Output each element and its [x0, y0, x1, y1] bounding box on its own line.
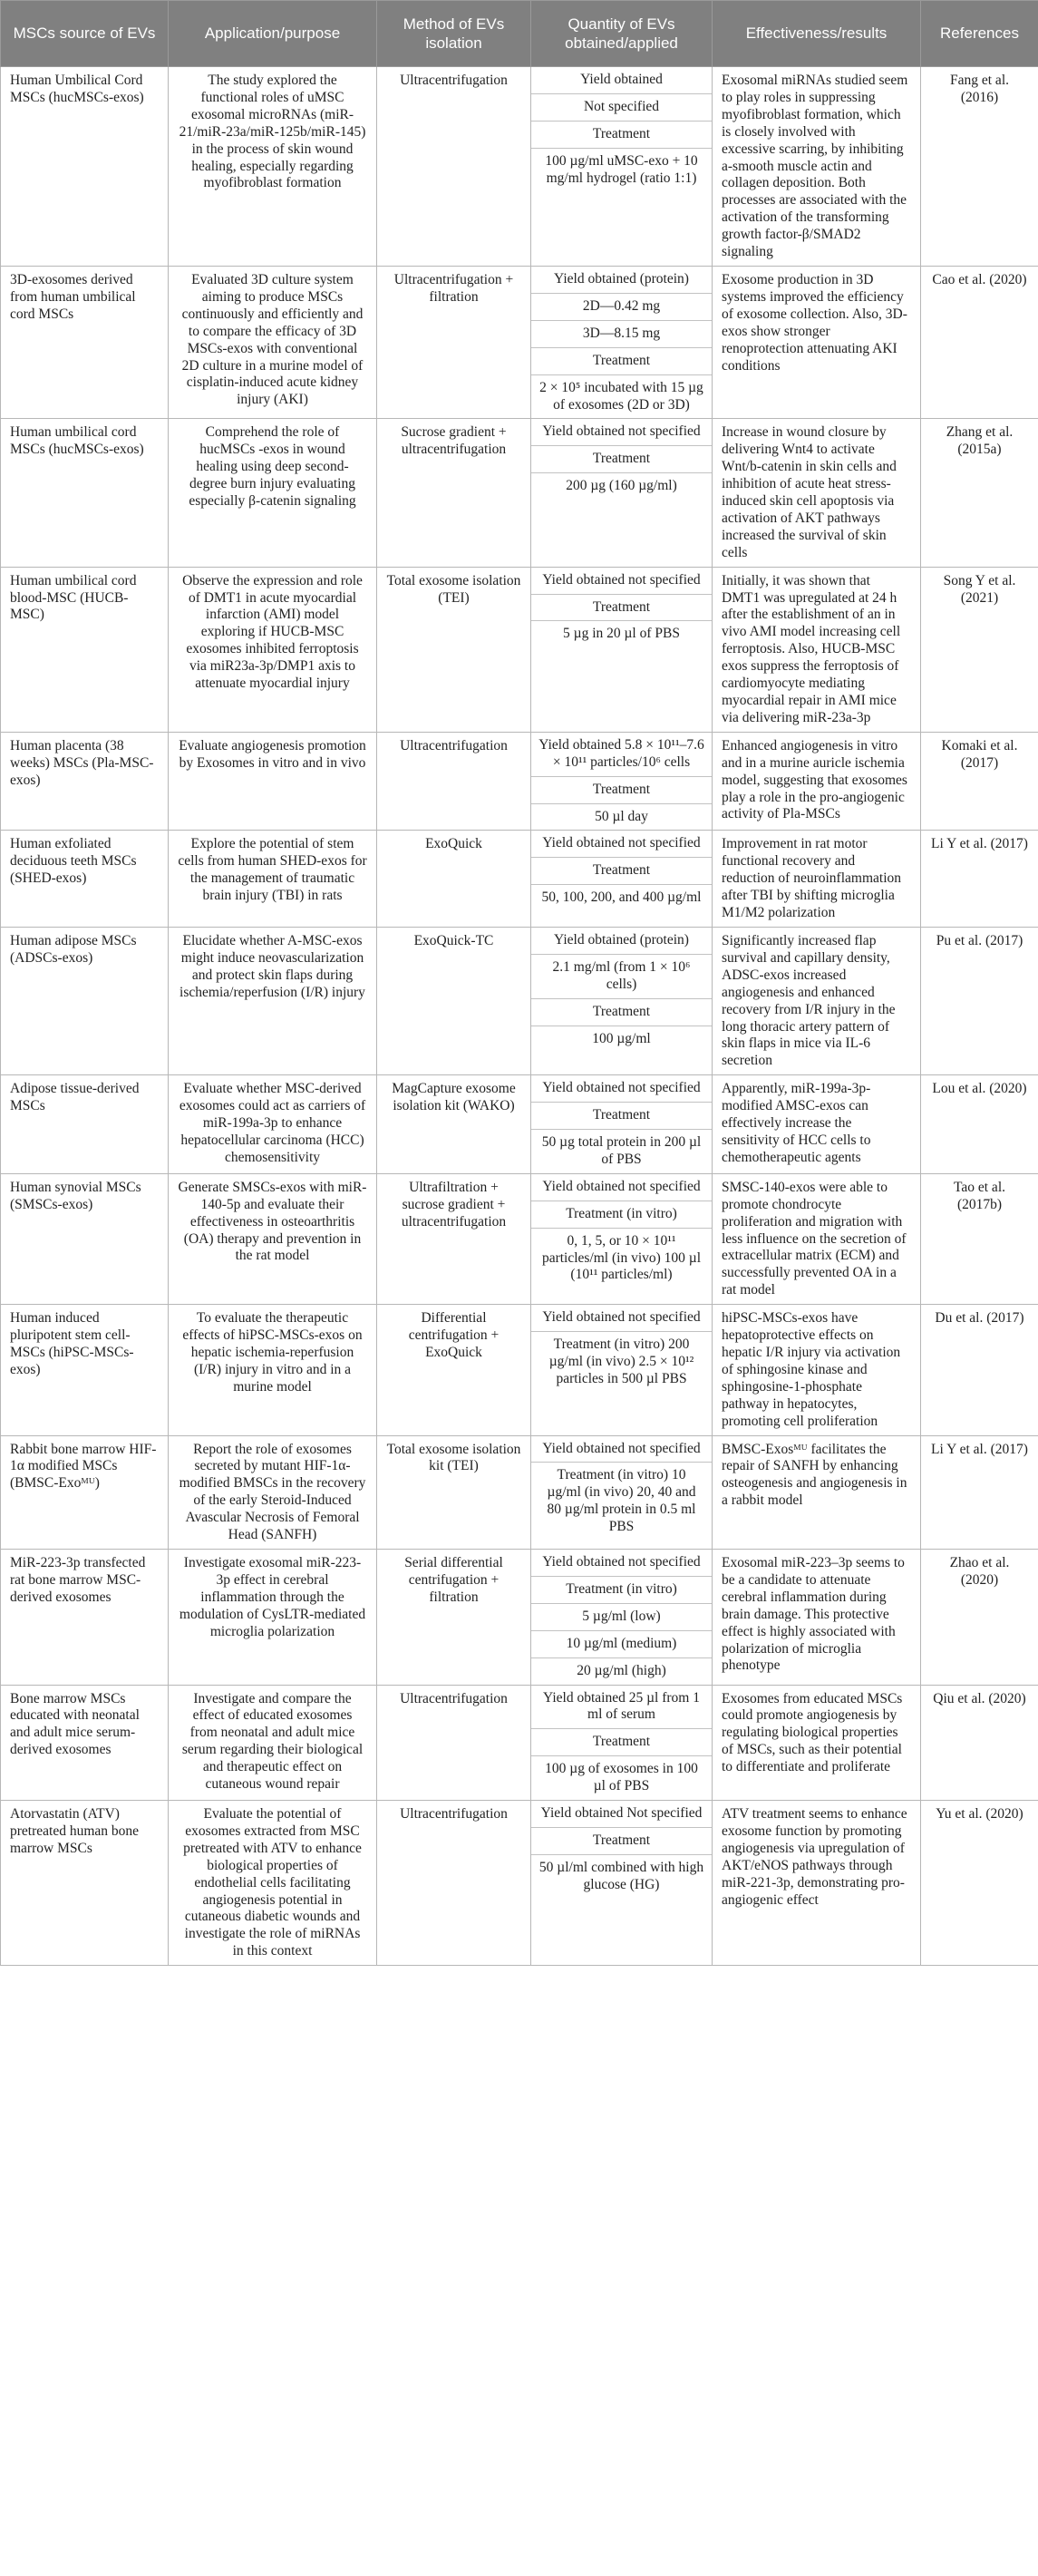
method-cell: MagCapture exosome isolation kit (WAKO): [377, 1075, 531, 1174]
source-cell: Adipose tissue-derived MSCs: [1, 1075, 169, 1174]
table-row: [1, 927, 1038, 1074]
purpose-cell: Explore the potential of stem cells from human SHED-exos for the management of traumatic brain injury (TBI) in rats: [169, 831, 377, 928]
reference-cell: Du et al. (2017): [921, 1305, 1038, 1435]
quantity-item: Yield obtained not specified: [531, 568, 712, 595]
quantity-cell: [531, 567, 713, 732]
results-cell: BMSC-Exosᴹᵁ facilitates the repair of SANFH by enhancing osteogenesis and angiogenesis in a rabbit model: [713, 1435, 921, 1549]
method-cell: Ultracentrifugation: [377, 732, 531, 831]
results-cell: Apparently, miR-199a-3p-modified AMSC-exos can effectively increase the sensitivity of HCC cells to chemotherapeutic agents: [713, 1075, 921, 1174]
results-cell: Significantly increased flap survival and capillary density, ADSC-exos increased angiogenesis and enhanced recovery from I/R injury in the long thoracic artery pattern of skin flaps in mice via IL-6 secretion: [713, 927, 921, 1074]
quantity-item: Treatment: [531, 1729, 712, 1756]
quantity-item: Treatment: [531, 122, 712, 149]
source-cell: 3D-exosomes derived from human umbilical cord MSCs: [1, 266, 169, 418]
method-cell: Total exosome isolation kit (TEI): [377, 1435, 531, 1549]
quantity-item: Treatment: [531, 777, 712, 804]
reference-cell: Qiu et al. (2020): [921, 1685, 1038, 1801]
quantity-item: 2.1 mg/ml (from 1 × 10⁶ cells): [531, 955, 712, 999]
table-row: [1, 419, 1038, 567]
quantity-cell: [531, 1435, 713, 1549]
quantity-item: 50 µl day: [595, 808, 648, 824]
table-row: [1, 1075, 1038, 1174]
quantity-item: 100 µg/ml uMSC-exo + 10 mg/ml hydrogel (ratio 1:1): [545, 152, 698, 186]
method-cell: ExoQuick-TC: [377, 927, 531, 1074]
quantity-item: Yield obtained (protein): [531, 928, 712, 955]
results-cell: Enhanced angiogenesis in vitro and in a murine auricle ischemia model, suggesting that exosomes play a role in the pro-angiogenic activity of Pla-MSCs: [713, 732, 921, 831]
quantity-item: 2D—0.42 mg: [531, 294, 712, 321]
purpose-cell: The study explored the functional roles of uMSC exosomal microRNAs (miR-21/miR-23a/miR-125b/miR-145) in the process of skin wound healing, especially regarding myofibroblast formation: [169, 67, 377, 267]
table-row: [1, 1549, 1038, 1685]
results-cell: Increase in wound closure by delivering Wnt4 to activate Wnt/b-catenin in skin cells and inhibition of acute heat stress-induced skin cell apoptosis via activation of AKT pathways increased the survival of skin cells: [713, 419, 921, 567]
header-method: Method of EVs isolation: [377, 1, 531, 67]
method-cell: Differential centrifugation + ExoQuick: [377, 1305, 531, 1435]
purpose-cell: Investigate and compare the effect of educated exosomes from neonatal and adult mice serum regarding their biological and therapeutic effect on cutaneous wound repair: [169, 1685, 377, 1801]
source-cell: Human Umbilical Cord MSCs (hucMSCs-exos): [1, 67, 169, 267]
quantity-item: Yield obtained not specified: [531, 1436, 712, 1463]
quantity-item: Yield obtained not specified: [531, 419, 712, 446]
reference-cell: Tao et al. (2017b): [921, 1173, 1038, 1304]
table-body: [1, 67, 1038, 1966]
source-cell: Human induced pluripotent stem cell-MSCs (hiPSC-MSCs-exos): [1, 1305, 169, 1435]
quantity-item: 50 µg total protein in 200 µl of PBS: [541, 1134, 702, 1167]
header-source: MSCs source of EVs: [1, 1, 169, 67]
table-row: [1, 567, 1038, 732]
header-quantity: Quantity of EVs obtained/applied: [531, 1, 713, 67]
method-cell: Ultracentrifugation: [377, 1685, 531, 1801]
quantity-cell: [531, 67, 713, 267]
quantity-item: Treatment: [531, 348, 712, 375]
purpose-cell: Observe the expression and role of DMT1 in acute myocardial infarction (AMI) model exploring if HUCB-MSC exosomes inhibited ferroptosis via miR23a-3p/DMP1 axis to attenuate myocardial injury: [169, 567, 377, 732]
purpose-cell: Comprehend the role of hucMSCs -exos in wound healing using deep second-degree burn injury evaluating especially β-catenin signaling: [169, 419, 377, 567]
source-cell: Bone marrow MSCs educated with neonatal and adult mice serum-derived exosomes: [1, 1685, 169, 1801]
purpose-cell: Investigate exosomal miR-223-3p effect in cerebral inflammation through the modulation of CysLTR-mediated microglia polarization: [169, 1549, 377, 1685]
header-references: References: [921, 1, 1038, 67]
quantity-item: Yield obtained: [531, 67, 712, 94]
table-row: [1, 266, 1038, 418]
results-cell: SMSC-140-exos were able to promote chondrocyte proliferation and migration with less influence on the secretion of extracellular matrix (ECM) and successfully prevented OA in a rat model: [713, 1173, 921, 1304]
quantity-item: 5 µg in 20 µl of PBS: [563, 626, 680, 642]
quantity-item: Yield obtained not specified: [531, 1174, 712, 1201]
quantity-item: Treatment (in vitro): [531, 1577, 712, 1604]
quantity-item: Yield obtained 25 µl from 1 ml of serum: [531, 1686, 712, 1730]
quantity-item: 10 µg/ml (medium): [531, 1631, 712, 1658]
quantity-item: Treatment (in vitro) 10 µg/ml (in vivo) 20, 40 and 80 µg/ml protein in 0.5 ml PBS: [547, 1467, 696, 1535]
quantity-cell: [531, 1685, 713, 1801]
reference-cell: Lou et al. (2020): [921, 1075, 1038, 1174]
source-cell: Rabbit bone marrow HIF-1α modified MSCs (BMSC-Exoᴹᵁ): [1, 1435, 169, 1549]
purpose-cell: Evaluate whether MSC-derived exosomes could act as carriers of miR-199a-3p to enhance hepatocellular carcinoma (HCC) chemosensitivity: [169, 1075, 377, 1174]
purpose-cell: Evaluated 3D culture system aiming to produce MSCs continuously and efficiently and to compare the efficacy of 3D MSCs-exos with conventional 2D culture in a murine model of cisplatin-induced acute kidney injury (AKI): [169, 266, 377, 418]
quantity-item: Yield obtained 5.8 × 10¹¹–7.6 × 10¹¹ particles/10⁶ cells: [531, 733, 712, 777]
table-row: [1, 831, 1038, 928]
quantity-item: Treatment (in vitro): [531, 1201, 712, 1229]
method-cell: Total exosome isolation (TEI): [377, 567, 531, 732]
source-cell: Human synovial MSCs (SMSCs-exos): [1, 1173, 169, 1304]
reference-cell: Yu et al. (2020): [921, 1801, 1038, 1966]
reference-cell: Cao et al. (2020): [921, 266, 1038, 418]
quantity-item: 50 µl/ml combined with high glucose (HG): [538, 1859, 704, 1892]
quantity-cell: [531, 831, 713, 928]
quantity-item: Treatment: [531, 1103, 712, 1130]
method-cell: Ultracentrifugation: [377, 1801, 531, 1966]
quantity-item: Treatment: [531, 999, 712, 1026]
quantity-item: Treatment (in vitro) 200 µg/ml (in vivo) 2.5 × 10¹² particles in 500 µl PBS: [548, 1337, 694, 1386]
quantity-item: Not specified: [531, 94, 712, 122]
source-cell: Human umbilical cord blood-MSC (HUCB-MSC): [1, 567, 169, 732]
reference-cell: Fang et al. (2016): [921, 67, 1038, 267]
results-cell: Initially, it was shown that DMT1 was upregulated at 24 h after the establishment of an in vivo AMI model increasing cell ferroptosis. Also, HUCB-MSC exos suppress the ferroptosis of cardiomyocyte mediating myocardial repair in AMI mice via delivering miR-23a-3p: [713, 567, 921, 732]
results-cell: Improvement in rat motor functional recovery and reduction of neuroinflammation after TBI by shifting microglia M1/M2 polarization: [713, 831, 921, 928]
table-row: [1, 1801, 1038, 1966]
quantity-cell: [531, 266, 713, 418]
quantity-item: Yield obtained (protein): [531, 267, 712, 294]
quantity-item: 3D—8.15 mg: [531, 321, 712, 348]
quantity-cell: [531, 1173, 713, 1304]
table-row: [1, 67, 1038, 267]
quantity-item: Treatment: [531, 446, 712, 473]
quantity-item: 100 µg/ml: [592, 1030, 651, 1046]
method-cell: Ultrafiltration + sucrose gradient + ultracentrifugation: [377, 1173, 531, 1304]
reference-cell: Li Y et al. (2017): [921, 831, 1038, 928]
quantity-item: 2 × 10⁵ incubated with 15 µg of exosomes (2D or 3D): [539, 379, 703, 413]
quantity-item: Treatment: [531, 858, 712, 885]
quantity-item: 100 µg of exosomes in 100 µl of PBS: [545, 1761, 698, 1794]
quantity-cell: [531, 927, 713, 1074]
quantity-item: Treatment: [531, 1828, 712, 1855]
quantity-cell: [531, 419, 713, 567]
source-cell: MiR-223-3p transfected rat bone marrow MSC-derived exosomes: [1, 1549, 169, 1685]
results-cell: Exosome production in 3D systems improved the efficiency of exosome collection. Also, 3D-exos show stronger renoprotection attenuating AKI conditions: [713, 266, 921, 418]
table-row: [1, 732, 1038, 831]
results-cell: Exosomal miRNAs studied seem to play roles in suppressing myofibroblast formation, which is closely involved with excessive scarring, by inhibiting a-smooth muscle actin and collagen deposition. Both processes are associated with the activation of the transforming growth factor-β/SMAD2 signaling: [713, 67, 921, 267]
quantity-cell: [531, 1075, 713, 1174]
table-row: [1, 1435, 1038, 1549]
results-cell: ATV treatment seems to enhance exosome function by promoting angiogenesis via upregulation of AKT/eNOS pathways through miR-221-3p, demonstrating pro-angiogenic effect: [713, 1801, 921, 1966]
header-row: [1, 1, 1038, 67]
method-cell: ExoQuick: [377, 831, 531, 928]
purpose-cell: Evaluate angiogenesis promotion by Exosomes in vitro and in vivo: [169, 732, 377, 831]
quantity-cell: [531, 732, 713, 831]
quantity-item: 50, 100, 200, and 400 µg/ml: [541, 889, 702, 906]
source-cell: Human placenta (38 weeks) MSCs (Pla-MSC-exos): [1, 732, 169, 831]
quantity-item: 20 µg/ml (high): [577, 1662, 666, 1678]
reference-cell: Li Y et al. (2017): [921, 1435, 1038, 1549]
results-cell: Exosomes from educated MSCs could promote angiogenesis by regulating biological properties of MSCs, such as their potential to differentiate and proliferate: [713, 1685, 921, 1801]
quantity-item: Yield obtained not specified: [531, 1305, 712, 1332]
quantity-item: 5 µg/ml (low): [531, 1604, 712, 1631]
quantity-cell: [531, 1801, 713, 1966]
reference-cell: Song Y et al. (2021): [921, 567, 1038, 732]
results-cell: Exosomal miR-223–3p seems to be a candidate to attenuate cerebral inflammation during brain damage. This protective effect is highly associated with polarization of microglia phenotype: [713, 1549, 921, 1685]
quantity-item: 200 µg (160 µg/ml): [566, 478, 677, 494]
header-purpose: Application/purpose: [169, 1, 377, 67]
quantity-item: Yield obtained not specified: [531, 1075, 712, 1103]
source-cell: Human adipose MSCs (ADSCs-exos): [1, 927, 169, 1074]
method-cell: Serial differential centrifugation + filtration: [377, 1549, 531, 1685]
purpose-cell: Report the role of exosomes secreted by mutant HIF-1α-modified BMSCs in the recovery of the early Steroid-Induced Avascular Necrosis of Femoral Head (SANFH): [169, 1435, 377, 1549]
source-cell: Human exfoliated deciduous teeth MSCs (SHED-exos): [1, 831, 169, 928]
table-row: [1, 1685, 1038, 1801]
reference-cell: Zhang et al. (2015a): [921, 419, 1038, 567]
quantity-item: Yield obtained Not specified: [531, 1801, 712, 1828]
method-cell: Ultracentrifugation + filtration: [377, 266, 531, 418]
header-results: Effectiveness/results: [713, 1, 921, 67]
source-cell: Human umbilical cord MSCs (hucMSCs-exos): [1, 419, 169, 567]
quantity-item: Treatment: [531, 595, 712, 622]
purpose-cell: Elucidate whether A-MSC-exos might induce neovascularization and protect skin flaps during ischemia/reperfusion (I/R) injury: [169, 927, 377, 1074]
method-cell: Sucrose gradient + ultracentrifugation: [377, 419, 531, 567]
purpose-cell: Generate SMSCs-exos with miR-140-5p and evaluate their effectiveness in osteoarthritis (OA) therapy and prevention in the rat model: [169, 1173, 377, 1304]
source-cell: Atorvastatin (ATV) pretreated human bone marrow MSCs: [1, 1801, 169, 1966]
reference-cell: Komaki et al. (2017): [921, 732, 1038, 831]
quantity-cell: [531, 1549, 713, 1685]
quantity-item: Yield obtained not specified: [531, 831, 712, 858]
table-row: [1, 1173, 1038, 1304]
table-row: [1, 1305, 1038, 1435]
quantity-item: Yield obtained not specified: [531, 1550, 712, 1577]
reference-cell: Pu et al. (2017): [921, 927, 1038, 1074]
reference-cell: Zhao et al. (2020): [921, 1549, 1038, 1685]
method-cell: Ultracentrifugation: [377, 67, 531, 267]
purpose-cell: To evaluate the therapeutic effects of hiPSC-MSCs-exos on hepatic ischemia-reperfusion (I/R) injury in vitro and in a murine model: [169, 1305, 377, 1435]
quantity-cell: [531, 1305, 713, 1435]
results-cell: hiPSC-MSCs-exos have hepatoprotective effects on hepatic I/R injury via activation of sphingosine kinase and sphingosine-1-phosphate pathway in hepatocytes, promoting cell proliferation: [713, 1305, 921, 1435]
quantity-item: 0, 1, 5, or 10 × 10¹¹ particles/ml (in vivo) 100 µl (10¹¹ particles/ml): [541, 1232, 702, 1283]
purpose-cell: Evaluate the potential of exosomes extracted from MSC pretreated with ATV to enhance biological properties of endothelial cells facilitating angiogenesis potential in cutaneous diabetic wounds and investigate the role of miRNAs in this context: [169, 1801, 377, 1966]
